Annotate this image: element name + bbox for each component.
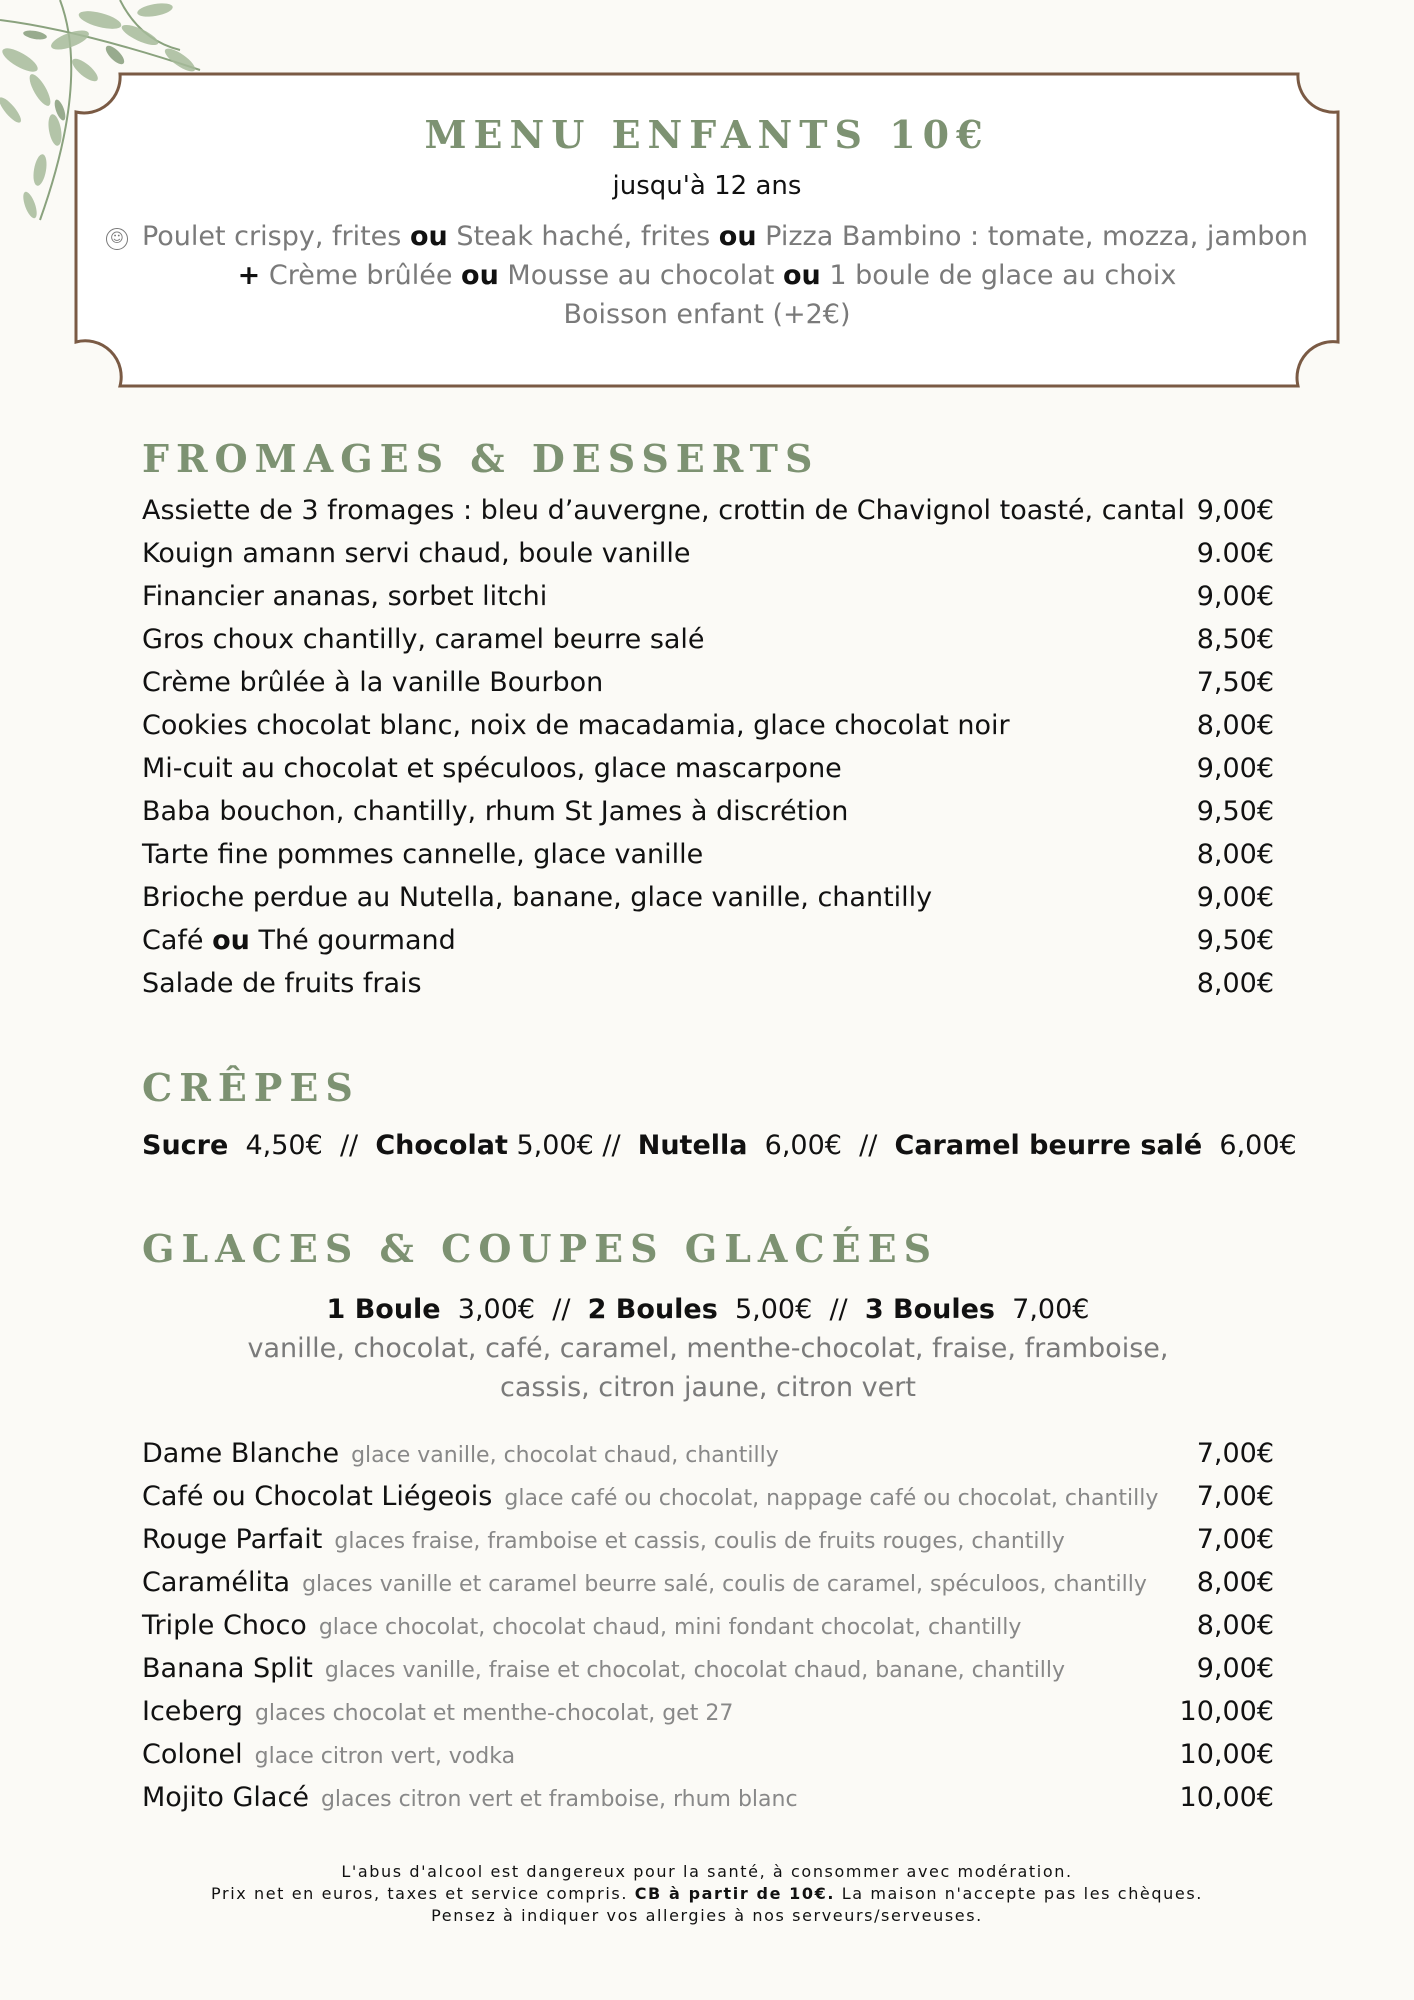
list-item: Banana Split glaces vanille, fraise et chocolat, chocolat chaud, banane, chantilly 9,00€ [142, 1653, 1274, 1684]
list-item: Rouge Parfait glaces fraise, framboise et cassis, coulis de fruits rouges, chantilly 7,00€ [142, 1524, 1274, 1555]
kids-menu-drink: Boisson enfant (+2€) [563, 299, 851, 330]
list-item: Café ou Thé gourmand 9,50€ [142, 925, 1274, 956]
kids-menu-desserts: + Crème brûlée ou Mousse au chocolat ou 1 boule de glace au choix [237, 260, 1177, 291]
list-item: Mojito Glacé glaces citron vert et framboise, rhum blanc 10,00€ [142, 1782, 1274, 1813]
flavors-line: vanille, chocolat, café, caramel, menthe-chocolat, fraise, framboise, [247, 1333, 1169, 1364]
list-item: Tarte fine pommes cannelle, glace vanille 8,00€ [142, 839, 1274, 870]
list-item: Assiette de 3 fromages : bleu d’auvergne, crottin de Chavignol toasté, cantal 9,00€ [142, 495, 1274, 526]
allergy-notice: Pensez à indiquer vos allergies à nos serveurs/serveuses. [431, 1906, 983, 1925]
list-item: Brioche perdue au Nutella, banane, glace vanille, chantilly 9,00€ [142, 882, 1274, 913]
list-item: Gros choux chantilly, caramel beurre salé 8,50€ [142, 624, 1274, 655]
kids-menu-title: MENU ENFANTS 10€ [424, 112, 990, 157]
kids-menu-age: jusqu'à 12 ans [612, 171, 802, 201]
list-item: Salade de fruits frais 8,00€ [142, 968, 1274, 999]
list-item: Mi-cuit au chocolat et spéculoos, glace mascarpone 9,00€ [142, 753, 1274, 784]
section-title-desserts: FROMAGES & DESSERTS [142, 436, 820, 481]
kids-menu [74, 112, 1340, 334]
scoop-prices: 1 Boule 3,00€ // 2 Boules 5,00€ // 3 Boules 7,00€ [326, 1294, 1090, 1325]
footer-notice [0, 1861, 1414, 1927]
smiley-icon: ☺ [106, 228, 128, 250]
list-item: Kouign amann servi chaud, boule vanille 9.00€ [142, 538, 1274, 569]
list-item: Caramélita glaces vanille et caramel beurre salé, coulis de caramel, spéculoos, chantilly 8,00€ [142, 1567, 1274, 1598]
alcohol-warning: L'abus d'alcool est dangereux pour la santé, à consommer avec modération. [341, 1862, 1073, 1881]
list-item: Colonel glace citron vert, vodka 10,00€ [142, 1739, 1274, 1770]
ice-cream-scoops [142, 1290, 1274, 1407]
price-notice: Prix net en euros, taxes et service compris. CB à partir de 10€. La maison n'accepte pas les chèques. [211, 1884, 1203, 1903]
list-item: Baba bouchon, chantilly, rhum St James à discrétion 9,50€ [142, 796, 1274, 827]
list-item: Triple Choco glace chocolat, chocolat chaud, mini fondant chocolat, chantilly 8,00€ [142, 1610, 1274, 1641]
coupes-list [142, 1432, 1274, 1819]
crepes-prices: Sucre 4,50€ // Chocolat 5,00€ // Nutella 6,00€ // Caramel beurre salé 6,00€ [142, 1130, 1297, 1161]
section-title-crepes: CRÊPES [142, 1065, 360, 1110]
flavors-line: cassis, citron jaune, citron vert [500, 1372, 916, 1403]
list-item: Dame Blanche glace vanille, chocolat chaud, chantilly 7,00€ [142, 1438, 1274, 1469]
list-item: Financier ananas, sorbet litchi 9,00€ [142, 581, 1274, 612]
desserts-list [142, 489, 1274, 1005]
list-item: Crème brûlée à la vanille Bourbon 7,50€ [142, 667, 1274, 698]
list-item: Iceberg glaces chocolat et menthe-chocolat, get 27 10,00€ [142, 1696, 1274, 1727]
kids-menu-mains: ☺ Poulet crispy, frites ou Steak haché, frites ou Pizza Bambino : tomate, mozza, jambon [74, 217, 1340, 256]
list-item: Cookies chocolat blanc, noix de macadamia, glace chocolat noir 8,00€ [142, 710, 1274, 741]
section-title-ice-creams: GLACES & COUPES GLACÉES [142, 1226, 939, 1271]
list-item: Café ou Chocolat Liégeois glace café ou chocolat, nappage café ou chocolat, chantilly 7,00€ [142, 1481, 1274, 1512]
